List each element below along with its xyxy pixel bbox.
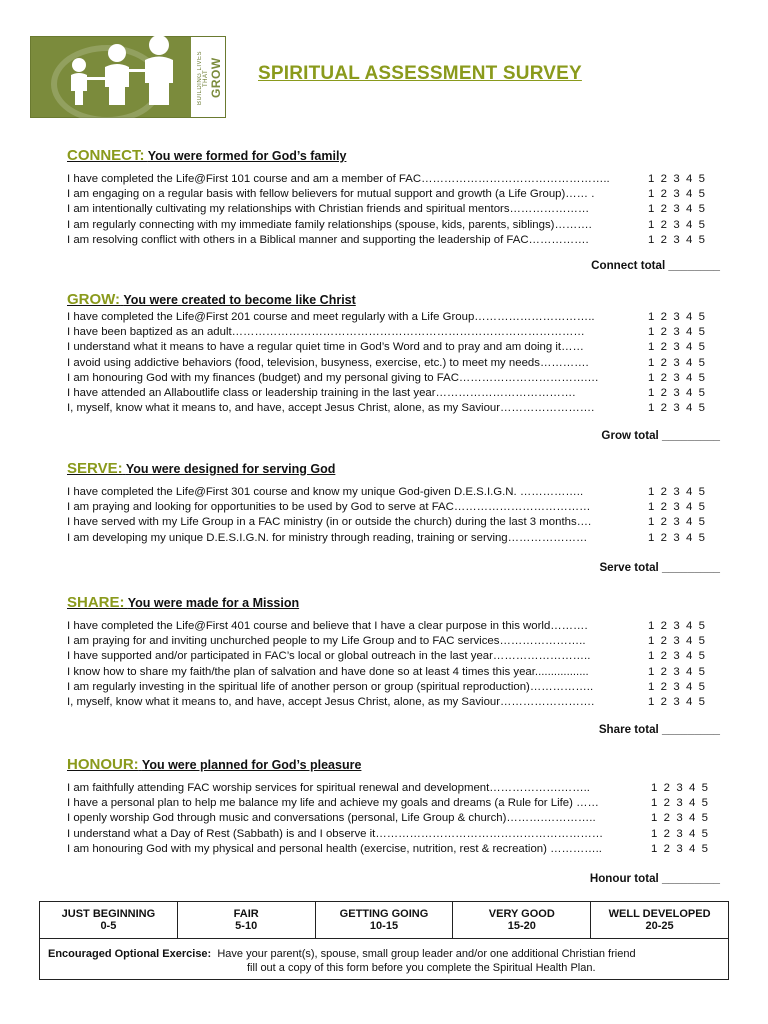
rating-scale[interactable]: 1 2 3 4 5 [648, 402, 705, 415]
share-total-field[interactable]: Share total _________ [598, 723, 720, 736]
survey-item: I have completed the Life@First 201 course and meet regularly with a Life Group………………………….. 1 2 3 4 5 [67, 310, 717, 325]
scale-row [40, 902, 729, 939]
survey-item: I have supported and/or participated in FAC’s local or global outreach in the last year…………………….. 1 2 3 4 5 [67, 649, 717, 664]
survey-item: I am honouring God with my finances (budget) and my personal giving to FAC…………………………….… 1 2 3 4 5 [67, 371, 717, 386]
rating-scale[interactable]: 1 2 3 4 5 [648, 341, 705, 354]
survey-item: I have completed the Life@First 101 course and am a member of FAC………………………………………….. 1 2 3 4 5 [67, 172, 717, 187]
section-heading: SERVE: You were designed for serving God [67, 460, 336, 477]
scale-cell: JUST BEGINNING 0-5 [40, 902, 178, 939]
survey-item: I, myself, know what it means to, and have, accept Jesus Christ, alone, as my Saviour……………………. 1 2 3 4 5 [67, 401, 717, 416]
section-heading: CONNECT: You were formed for God’s family [67, 147, 347, 164]
section-heading: GROW: You were created to become like Christ [67, 291, 356, 308]
survey-item: I am resolving conflict with others in a Biblical manner and supporting the leadership of FAC……………. 1 2 3 4 5 [67, 233, 717, 248]
logo-tagline: BUILDING LIVES THAT GROW [197, 51, 223, 106]
rating-scale[interactable]: 1 2 3 4 5 [648, 516, 705, 529]
survey-item: I, myself, know what it means to, and have, accept Jesus Christ, alone, as my Saviour……………………. 1 2 3 4 5 [67, 695, 717, 710]
survey-item: I have completed the Life@First 301 course and know my unique God-given D.E.S.I.G.N. …………….. 1 2 3 4 5 [67, 485, 717, 500]
exercise-note: Encouraged Optional Exercise: Have your parent(s), spouse, small group leader and/or one additional Christian friend fill out a copy of this form before you complete the Spiritual Health Plan. [40, 939, 729, 980]
survey-item: I openly worship God through music and conversations (personal, Life Group & church)……….………….. 1 2 3 4 5 [67, 811, 717, 826]
section-heading: HONOUR: You were planned for God’s pleasure [67, 756, 362, 773]
honour-total-field[interactable]: Honour total _________ [589, 872, 720, 885]
survey-item: I am faithfully attending FAC worship services for spiritual renewal and development……………….…….. 1 2 3 4 5 [67, 781, 717, 796]
survey-item: I understand what a Day of Rest (Sabbath) is and I observe it…………………………………………………… 1 2 3 4 5 [67, 827, 717, 842]
survey-item: I am intentionally cultivating my relationships with Christian friends and spiritual mentors………………… 1 2 3 4 5 [67, 202, 717, 217]
rating-scale[interactable]: 1 2 3 4 5 [648, 680, 705, 693]
rating-scale[interactable]: 1 2 3 4 5 [648, 203, 705, 216]
rating-scale[interactable]: 1 2 3 4 5 [648, 635, 705, 648]
rating-scale[interactable]: 1 2 3 4 5 [651, 782, 708, 794]
rating-scale[interactable]: 1 2 3 4 5 [648, 326, 705, 339]
scale-cell: WELL DEVELOPED 20-25 [591, 902, 729, 939]
rating-scale[interactable]: 1 2 3 4 5 [648, 218, 705, 231]
scoring-scale-table [39, 901, 729, 980]
survey-item: I know how to share my faith/the plan of salvation and have done so at least 4 times this year................. 1 2 3 4 5 [67, 665, 717, 680]
rating-scale[interactable]: 1 2 3 4 5 [648, 665, 705, 678]
survey-item: I understand what it means to have a regular quiet time in God’s Word and to pray and am doing it…… 1 2 3 4 5 [67, 340, 717, 355]
rating-scale[interactable]: 1 2 3 4 5 [648, 386, 705, 399]
section-share [67, 594, 717, 710]
rating-scale[interactable]: 1 2 3 4 5 [651, 797, 708, 810]
exercise-row [40, 939, 729, 980]
section-connect [67, 147, 717, 248]
rating-scale[interactable]: 1 2 3 4 5 [648, 650, 705, 663]
rating-scale[interactable]: 1 2 3 4 5 [648, 188, 705, 201]
rating-scale[interactable]: 1 2 3 4 5 [648, 695, 705, 708]
section-serve [67, 460, 717, 546]
rating-scale[interactable]: 1 2 3 4 5 [648, 356, 705, 369]
scale-cell: GETTING GOING 10-15 [315, 902, 453, 939]
survey-item: I have served with my Life Group in a FAC ministry (in or outside the church) during the last 3 months…. 1 2 3 4 5 [67, 515, 717, 530]
rating-scale[interactable]: 1 2 3 4 5 [648, 531, 705, 544]
survey-item: I have completed the Life@First 401 course and believe that I have a clear purpose in this world………. 1 2 3 4 5 [67, 619, 717, 634]
rating-scale[interactable]: 1 2 3 4 5 [648, 173, 705, 185]
grow-total-field[interactable]: Grow total _________ [601, 429, 720, 442]
rating-scale[interactable]: 1 2 3 4 5 [648, 371, 705, 384]
scale-cell: VERY GOOD 15-20 [453, 902, 591, 939]
survey-item: I am regularly connecting with my immediate family relationships (spouse, kids, parents, siblings)………. 1 2 3 4 5 [67, 218, 717, 233]
survey-item: I am praying for and inviting unchurched people to my Life Group and to FAC services………………….. 1 2 3 4 5 [67, 634, 717, 649]
rating-scale[interactable]: 1 2 3 4 5 [648, 233, 705, 246]
rating-scale[interactable]: 1 2 3 4 5 [648, 620, 705, 632]
connect-total-field[interactable]: Connect total ________ [591, 259, 720, 272]
section-honour [67, 756, 717, 857]
survey-item: I am engaging on a regular basis with fellow believers for mutual support and growth (a Life Group)…… . 1 2 3 4 5 [67, 187, 717, 202]
rating-scale[interactable]: 1 2 3 4 5 [651, 842, 708, 855]
page-title: SPIRITUAL ASSESSMENT SURVEY [258, 63, 582, 84]
rating-scale[interactable]: 1 2 3 4 5 [648, 486, 705, 498]
serve-total-field[interactable]: Serve total _________ [599, 561, 720, 574]
rating-scale[interactable]: 1 2 3 4 5 [651, 827, 708, 840]
survey-item: I am praying and looking for opportunities to be used by God to serve at FAC……………………………… 1 2 3 4 5 [67, 500, 717, 515]
survey-item: I have a personal plan to help me balance my life and achieve my goals and dreams (a Rule for Life) …… 1 2 3 4 5 [67, 796, 717, 811]
rating-scale[interactable]: 1 2 3 4 5 [651, 812, 708, 825]
survey-item: I am honouring God with my physical and personal health (exercise, nutrition, rest & recreation) ………….. 1 2 3 4 5 [67, 842, 717, 857]
section-heading: SHARE: You were made for a Mission [67, 594, 300, 611]
scale-cell: FAIR 5-10 [177, 902, 315, 939]
survey-item: I have attended an Allaboutlife class or leadership training in the last year………………………………. 1 2 3 4 5 [67, 386, 717, 401]
logo [30, 36, 226, 118]
section-grow [67, 291, 717, 416]
rating-scale[interactable]: 1 2 3 4 5 [648, 501, 705, 514]
rating-scale[interactable]: 1 2 3 4 5 [648, 311, 705, 323]
survey-item: I avoid using addictive behaviors (food, television, busyness, exercise, etc.) to meet my needs…………. 1 2 3 4 5 [67, 356, 717, 371]
survey-item: I am developing my unique D.E.S.I.G.N. for ministry through reading, training or serving………………… 1 2 3 4 5 [67, 531, 717, 546]
survey-item: I have been baptized as an adult………………………………………………………………………………… 1 2 3 4 5 [67, 325, 717, 340]
survey-item: I am regularly investing in the spiritual life of another person or group (spiritual reproduction)…………….. 1 2 3 4 5 [67, 680, 717, 695]
family-figures-icon [41, 25, 191, 105]
